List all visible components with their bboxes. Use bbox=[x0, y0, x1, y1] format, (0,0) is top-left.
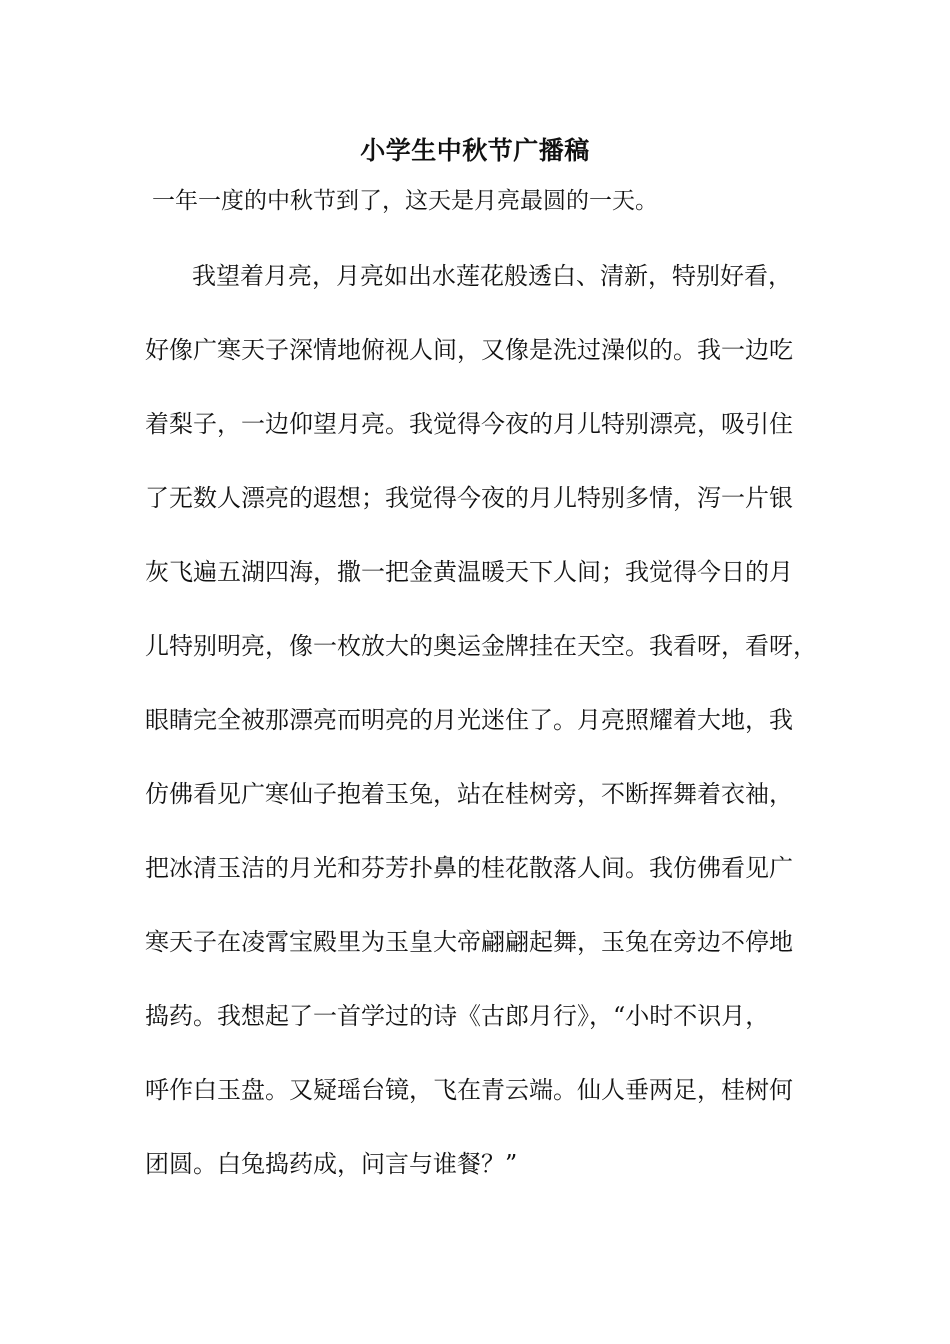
paragraph-line-6: 儿特别明亮，像一枚放大的奥运金牌挂在天空。我看呀，看呀， bbox=[145, 632, 817, 660]
paragraph-line-1: 我望着月亮，月亮如出水莲花般透白、清新，特别好看， bbox=[192, 262, 792, 290]
intro-line: 一年一度的中秋节到了，这天是月亮最圆的一天。 bbox=[152, 188, 658, 214]
paragraph-line-3: 着梨子，一边仰望月亮。我觉得今夜的月儿特别漂亮，吸引住 bbox=[145, 410, 793, 438]
paragraph-line-5: 灰飞遍五湖四海，撒一把金黄温暖天下人间；我觉得今日的月 bbox=[145, 558, 793, 586]
paragraph-line-9: 把冰清玉洁的月光和芬芳扑鼻的桂花散落人间。我仿佛看见广 bbox=[145, 854, 793, 882]
paragraph-line-8: 仿佛看见广寒仙子抱着玉兔，站在桂树旁，不断挥舞着衣袖， bbox=[145, 780, 793, 808]
paragraph-line-11: 捣药。我想起了一首学过的诗《古郎月行》，“小时不识月， bbox=[145, 1002, 770, 1030]
paragraph-line-4: 了无数人漂亮的遐想；我觉得今夜的月儿特别多情，泻一片银 bbox=[145, 484, 793, 512]
document-title: 小学生中秋节广播稿 bbox=[360, 136, 590, 165]
paragraph-line-13: 团圆。白兔捣药成，问言与谁餐？” bbox=[145, 1150, 518, 1178]
paragraph-line-10: 寒天子在凌霄宝殿里为玉皇大帝翩翩起舞，玉兔在旁边不停地 bbox=[145, 928, 793, 956]
paragraph-line-7: 眼睛完全被那漂亮而明亮的月光迷住了。月亮照耀着大地，我 bbox=[145, 706, 793, 734]
paragraph-line-12: 呼作白玉盘。又疑瑶台镜，飞在青云端。仙人垂两足，桂树何 bbox=[145, 1076, 793, 1104]
paragraph-line-2: 好像广寒天子深情地俯视人间，又像是洗过澡似的。我一边吃 bbox=[145, 336, 793, 364]
